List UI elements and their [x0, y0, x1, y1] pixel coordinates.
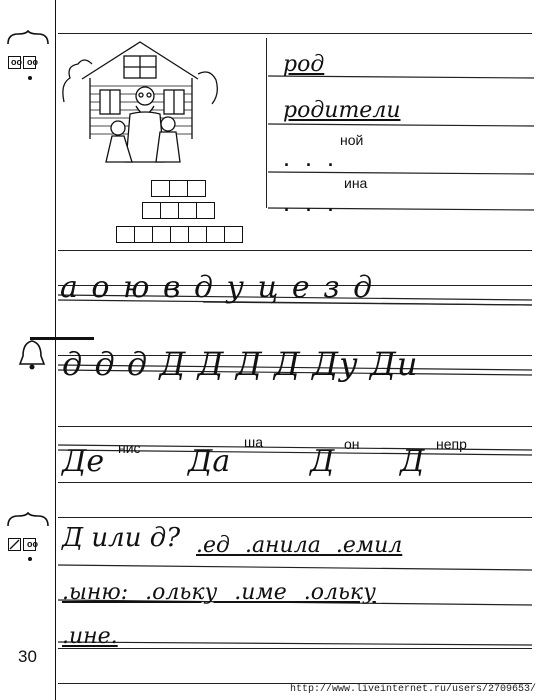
name-cap-4: Д — [400, 444, 425, 479]
capital-d-row: д д д Д Д Д Д Ду Ди — [62, 345, 419, 383]
word-rod: род — [283, 52, 325, 77]
margin-line — [55, 0, 56, 700]
blank-dots-2: . . . — [284, 195, 340, 215]
watermark-url: http://www.liveinternet.ru/users/2709653/ — [289, 684, 536, 695]
exercise-line-1: .ед .анила .емил — [196, 533, 403, 558]
word-roditeli: родители — [283, 98, 401, 123]
exercise-line-3: .ине. — [62, 624, 118, 649]
letters-row: а о ю в д у ц е з д — [60, 270, 375, 305]
dot-marker — [28, 557, 32, 561]
brace-icon — [6, 512, 52, 528]
name-rest-2: ша — [244, 434, 264, 450]
name-rest-3: он — [344, 436, 360, 452]
bell-icon — [17, 338, 47, 372]
name-cap-1: Де — [62, 444, 105, 479]
word-ending-1: ной — [340, 132, 364, 148]
name-cap-2: Да — [188, 444, 231, 479]
name-cap-3: Д — [310, 444, 335, 479]
word-ending-2: ина — [344, 175, 368, 191]
dot-marker — [28, 76, 32, 80]
exercise-question: Д или д? — [62, 523, 181, 553]
exercise-line-2: .ыню: .ольку .име .ольку — [62, 580, 376, 605]
brace-icon — [6, 30, 52, 46]
name-rest-4: непр — [436, 436, 467, 452]
blank-dots-1: . . . — [284, 150, 340, 170]
family-house-illustration — [60, 34, 220, 164]
page-number: 30 — [18, 647, 37, 666]
name-rest-1: нис — [118, 440, 141, 456]
names-row — [60, 430, 530, 480]
